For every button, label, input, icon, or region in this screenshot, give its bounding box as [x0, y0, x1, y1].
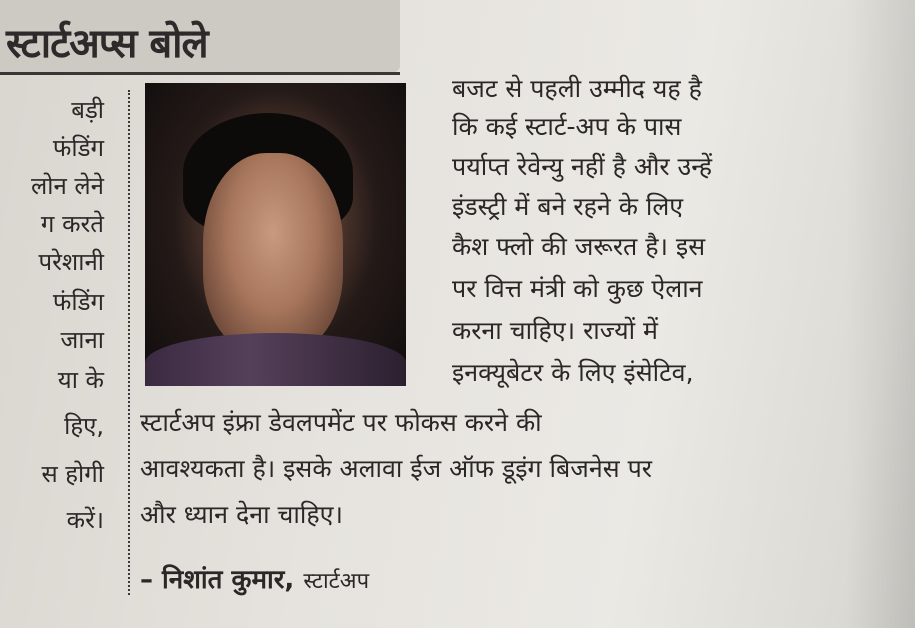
- text-line: फंडिंग: [52, 134, 104, 162]
- text-line: फंडिंग: [52, 288, 104, 316]
- text-line: हिए,: [64, 412, 104, 440]
- heading-rule: [0, 72, 400, 75]
- text-line: लोन लेने: [30, 172, 104, 200]
- text-line: ग करते: [40, 210, 104, 238]
- text-line: जाना: [60, 326, 104, 354]
- text-line: और ध्यान देना चाहिए।: [140, 500, 343, 529]
- byline: [140, 560, 369, 596]
- column-divider: [128, 90, 130, 595]
- byline-name: – निशांत कुमार,: [140, 565, 295, 595]
- text-line: पर वित्त मंत्री को कुछ ऐलान: [452, 274, 703, 303]
- text-line: करें।: [66, 506, 104, 534]
- text-line: करना चाहिए। राज्यों में: [452, 316, 658, 345]
- portrait-face: [203, 153, 343, 353]
- text-line: आवश्यकता है। इसके अलावा ईज ऑफ डूइंग बिजनेस पर: [140, 454, 653, 483]
- text-line: बड़ी: [71, 96, 104, 124]
- portrait-photo: [145, 83, 406, 386]
- portrait-shirt: [145, 333, 406, 386]
- text-line: इनक्यूबेटर के लिए इंसेटिव,: [452, 358, 694, 387]
- text-line: बजट से पहली उम्मीद यह है: [452, 74, 702, 103]
- text-line: इंडस्ट्री में बने रहने के लिए: [452, 192, 684, 221]
- text-line: या के: [57, 366, 104, 394]
- text-line: स होगी: [41, 460, 104, 488]
- text-line: परेशानी: [38, 248, 104, 276]
- paper-edge-shadow: [845, 0, 915, 628]
- byline-role: स्टार्टअप: [303, 569, 370, 594]
- text-line: कि कई स्टार्ट-अप के पास: [452, 112, 682, 141]
- text-line: पर्याप्त रेवेन्यु नहीं है और उन्हें: [452, 152, 713, 181]
- text-line: स्टार्टअप इंफ्रा डेवलपमेंट पर फोकस करने की: [140, 408, 542, 437]
- section-heading: स्टार्टअप्स बोले: [6, 21, 208, 67]
- text-line: कैश फ्लो की जरूरत है। इस: [452, 232, 706, 261]
